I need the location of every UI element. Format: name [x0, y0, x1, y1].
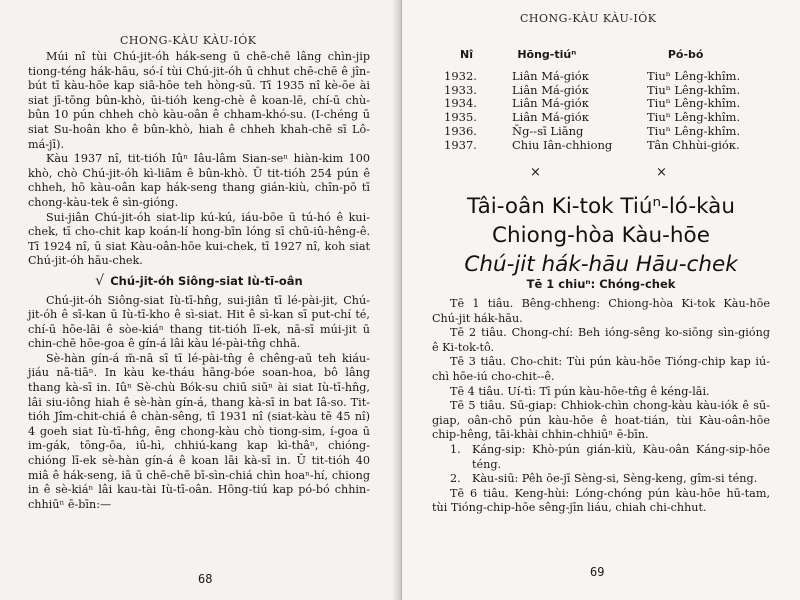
sub-item-text: Káng-sip: Khò-pún gián-kiù, Kàu-oân Káng-sip-hōe téng. [472, 442, 770, 471]
table-row [432, 111, 772, 125]
article: Tē 6 tiâu. Keng-hùi: Lóng-chóng pún kàu-hōe hū-tam, tùi Tióng-chip-hōe sêng-jīn liáu, chiah chi-chhut. [432, 486, 770, 515]
table-cell-nurse: Tiuⁿ Lêng-khîm. [647, 123, 741, 138]
table-header-year: Nî [460, 48, 473, 61]
table-row [432, 70, 772, 84]
table-cell-year: 1936. [444, 123, 477, 138]
table-cell-principal: Liân Má-gióк [512, 110, 589, 125]
table-cell-nurse: Tiuⁿ Lêng-khîm. [647, 96, 741, 111]
table-row [432, 97, 772, 111]
table-cell-nurse: Tân Chhùi-gióк. [647, 137, 740, 152]
article: Tē 4 tiâu. Uí-tì: Tī pún kàu-hōe-tn̂g ê kéng-lāi. [450, 384, 710, 398]
table-cell-principal: Liân Má-gióк [512, 68, 589, 83]
table-header-principal: Hōng-tiúⁿ [517, 48, 577, 61]
handwritten-checkmark: √ [95, 272, 105, 289]
table-header-nurse: Pó-bó [667, 48, 704, 61]
left-paragraph-4: Chú-jit-óh Siông-siat Iù-tī-hn̂g, sui-jiân tī lé-pài-jit, Chú-jit-óh ê sī-kan ū Iù-tī-kho ê sì-siat. Hit ê sì-kan sī put-chí té, chí-ū hōe-lāi ê sòe-kiáⁿ thang tit-tióh lī-ek, nā-sī múi-jit ū chin-chē hōe-goa ê gín-á lâi kàu lé-pài-tn̂g chhā. [28, 293, 370, 351]
table-cell-principal: Liân Má-gióк [512, 82, 589, 97]
left-running-head: CHONG-KÀU KÀU-IÓK [120, 34, 257, 47]
title-line: Chiong-hòa Kàu-hōe [492, 223, 710, 248]
table-cell-nurse: Tiuⁿ Lêng-khîm. [647, 110, 741, 125]
superintendent-table [432, 48, 772, 153]
cross-mark: × [656, 165, 667, 180]
right-page-number: 69 [590, 565, 605, 579]
left-paragraph-1: Múi nî tùi Chú-jit-óh hák-seng ū chē-chē lâng chìn-jip tiong-téng hák-hāu, só-í tùi Chú-jit-óh ū chhut chē-chē ê jîn-bút tī kàu-hōe kap siā-hōe teh hòng-sū. Tī 1935 nî kè-ōe ài siat jī-tōng bûn-khò, ūi-tióh keng-chè ê koan-lē, chí-ū chù-bûn 10 pún chheh chò kàu-oân ê chham-khó-su. (I-chéng ū siat Su-hoân kho ê bûn-khò, hiah ê chheh khah-chē sī Lô-má-jī). [28, 50, 370, 151]
article: Tē 3 tiâu. Cho-chit: Tùi pún kàu-hōe Tióng-chip kap iú-chì hōe-iú cho-chit--ê. [432, 355, 770, 383]
table-cell-year: 1932. [444, 68, 477, 83]
left-paragraph-3: Sui-jiân Chú-jit-óh siat-lip kú-kú, iáu-bōe ū tú-hó ê kui-chek, tī cho-chit kap koán-lí hong-bīn lóng sī chū-iû-hêng-ê. Tī 1924 nî, ū siat Kàu-oân-hōe kui-chek, tī 1927 nî, koh siat Chú-jit-óh hāu-chek. [28, 210, 370, 268]
sub-item [432, 443, 770, 472]
left-paragraph-2: Kàu 1937 nî, tit-tióh Iûⁿ Iâu-lâm Sian-seⁿ hiàn-kim 100 khò, chò Chú-jit-óh kì-liām ê bûn-khò. Ū tit-tióh 254 pún ê chheh, hō kàu-oân kap hák-seng thang gián-kiù, chîn-pō tī chong-kàu-tek ê sìn-gióng. [28, 152, 370, 209]
table-row [432, 139, 772, 153]
table-cell-nurse: Tiuⁿ Lêng-khîm. [647, 82, 741, 97]
table-cell-year: 1934. [444, 96, 477, 111]
table-cell-year: 1935. [444, 110, 477, 125]
cross-mark: × [530, 165, 541, 180]
table-cell-principal: Liân Má-gióк [512, 96, 589, 111]
table-header-row [432, 48, 772, 62]
left-page-number: 68 [198, 572, 213, 586]
table-cell-year: 1933. [444, 82, 477, 97]
table-row [432, 84, 772, 98]
section-heading [28, 274, 370, 289]
right-running-head: CHONG-KÀU KÀU-IÓK [520, 12, 657, 25]
article: Tē 5 tiâu. Sū-giap: Chhiok-chìn chong-kàu kàu-iók ê sū-giap, oân-chō pún kàu-hōe ê hoat-tián, tùi Kàu-oân-hōe chip-hêng, tāi-khài chhin-chhiūⁿ ē-bīn. [432, 399, 770, 442]
table-cell-year: 1937. [444, 137, 477, 152]
document-title [402, 192, 800, 279]
table-cell-nurse: Tiuⁿ Lêng-khîm. [647, 68, 741, 83]
table-row [432, 125, 772, 139]
sub-item-number: 1. [450, 442, 461, 456]
title-line: Tâi-oân Ki-tok Tiúⁿ-ló-kàu [467, 194, 735, 219]
table-cell-principal: N̄g--sī Liāng [512, 123, 584, 138]
title-line: Chú-jit hák-hāu Hāu-chek [464, 252, 738, 277]
right-page [402, 0, 800, 600]
sub-item-text: Kàu-siū: Pêh ōe-jī Sèng-si, Sèng-keng, gîm-si téng. [472, 472, 758, 486]
article: Tē 1 tiâu. Bêng-chheng: Chiong-hòa Ki-tok Kàu-hōe Chú-jit hák-hāu. [432, 297, 770, 325]
article: Tē 2 tiâu. Chong-chí: Beh ióng-sêng ko-siōng sìn-gióng ê Ki-tok-tô. [432, 326, 770, 354]
left-paragraph-5: Sè-hàn gín-á m̄-nā sī tī lé-pài-tn̂g ê chêng-aū teh kiáu-jiáu nā-tiāⁿ. In kàu ke-tháu hāng-bóe soan-hoa, bô lâng thang kà-sī in. Iûⁿ Sè-chù Bók-su chiū siūⁿ ài siat Iù-tī-hn̂g, lâi siu-iông hiah ê sè-hàn gín-á, thang kà-sī in bat Iâ-so. Tit-tióh Jîm-chit-chiá ê chàn-sêng, tī 1931 nî (siat-kàu tē 45 nî) 4 goeh siat Iù-tī-hn̂g, ēng chong-kàu chò tiong-sim, í-goa ū im-gák, tōng-ōa, iû-hì, chhiú-kang kap kì-thâⁿ, chióng-chióng lī-ek sè-hàn gín-á ê koan lāi kà-sī in. Ū tit-tióh 40 miâ ê hák-seng, iā ū chē-chē bī-sìn-chiá chìn hoaⁿ-hí, chiong in ê sè-kiáⁿ lâi kau-tài Iù-tī-oân. Hōng-tiú kap pó-bó chhin-chhiūⁿ ē-bīn:— [28, 351, 370, 511]
articles-body [432, 297, 770, 516]
table-cell-principal: Chiu Iân-chhiong [512, 137, 613, 152]
chapter-heading: Tē 1 chiuⁿ: Chóng-chek [526, 277, 676, 291]
left-body-text [28, 50, 370, 512]
sub-item [432, 472, 770, 487]
sub-item-number: 2. [450, 472, 461, 486]
section-heading-text: Chú-jit-óh Siông-siat Iù-tī-oân [110, 273, 303, 288]
